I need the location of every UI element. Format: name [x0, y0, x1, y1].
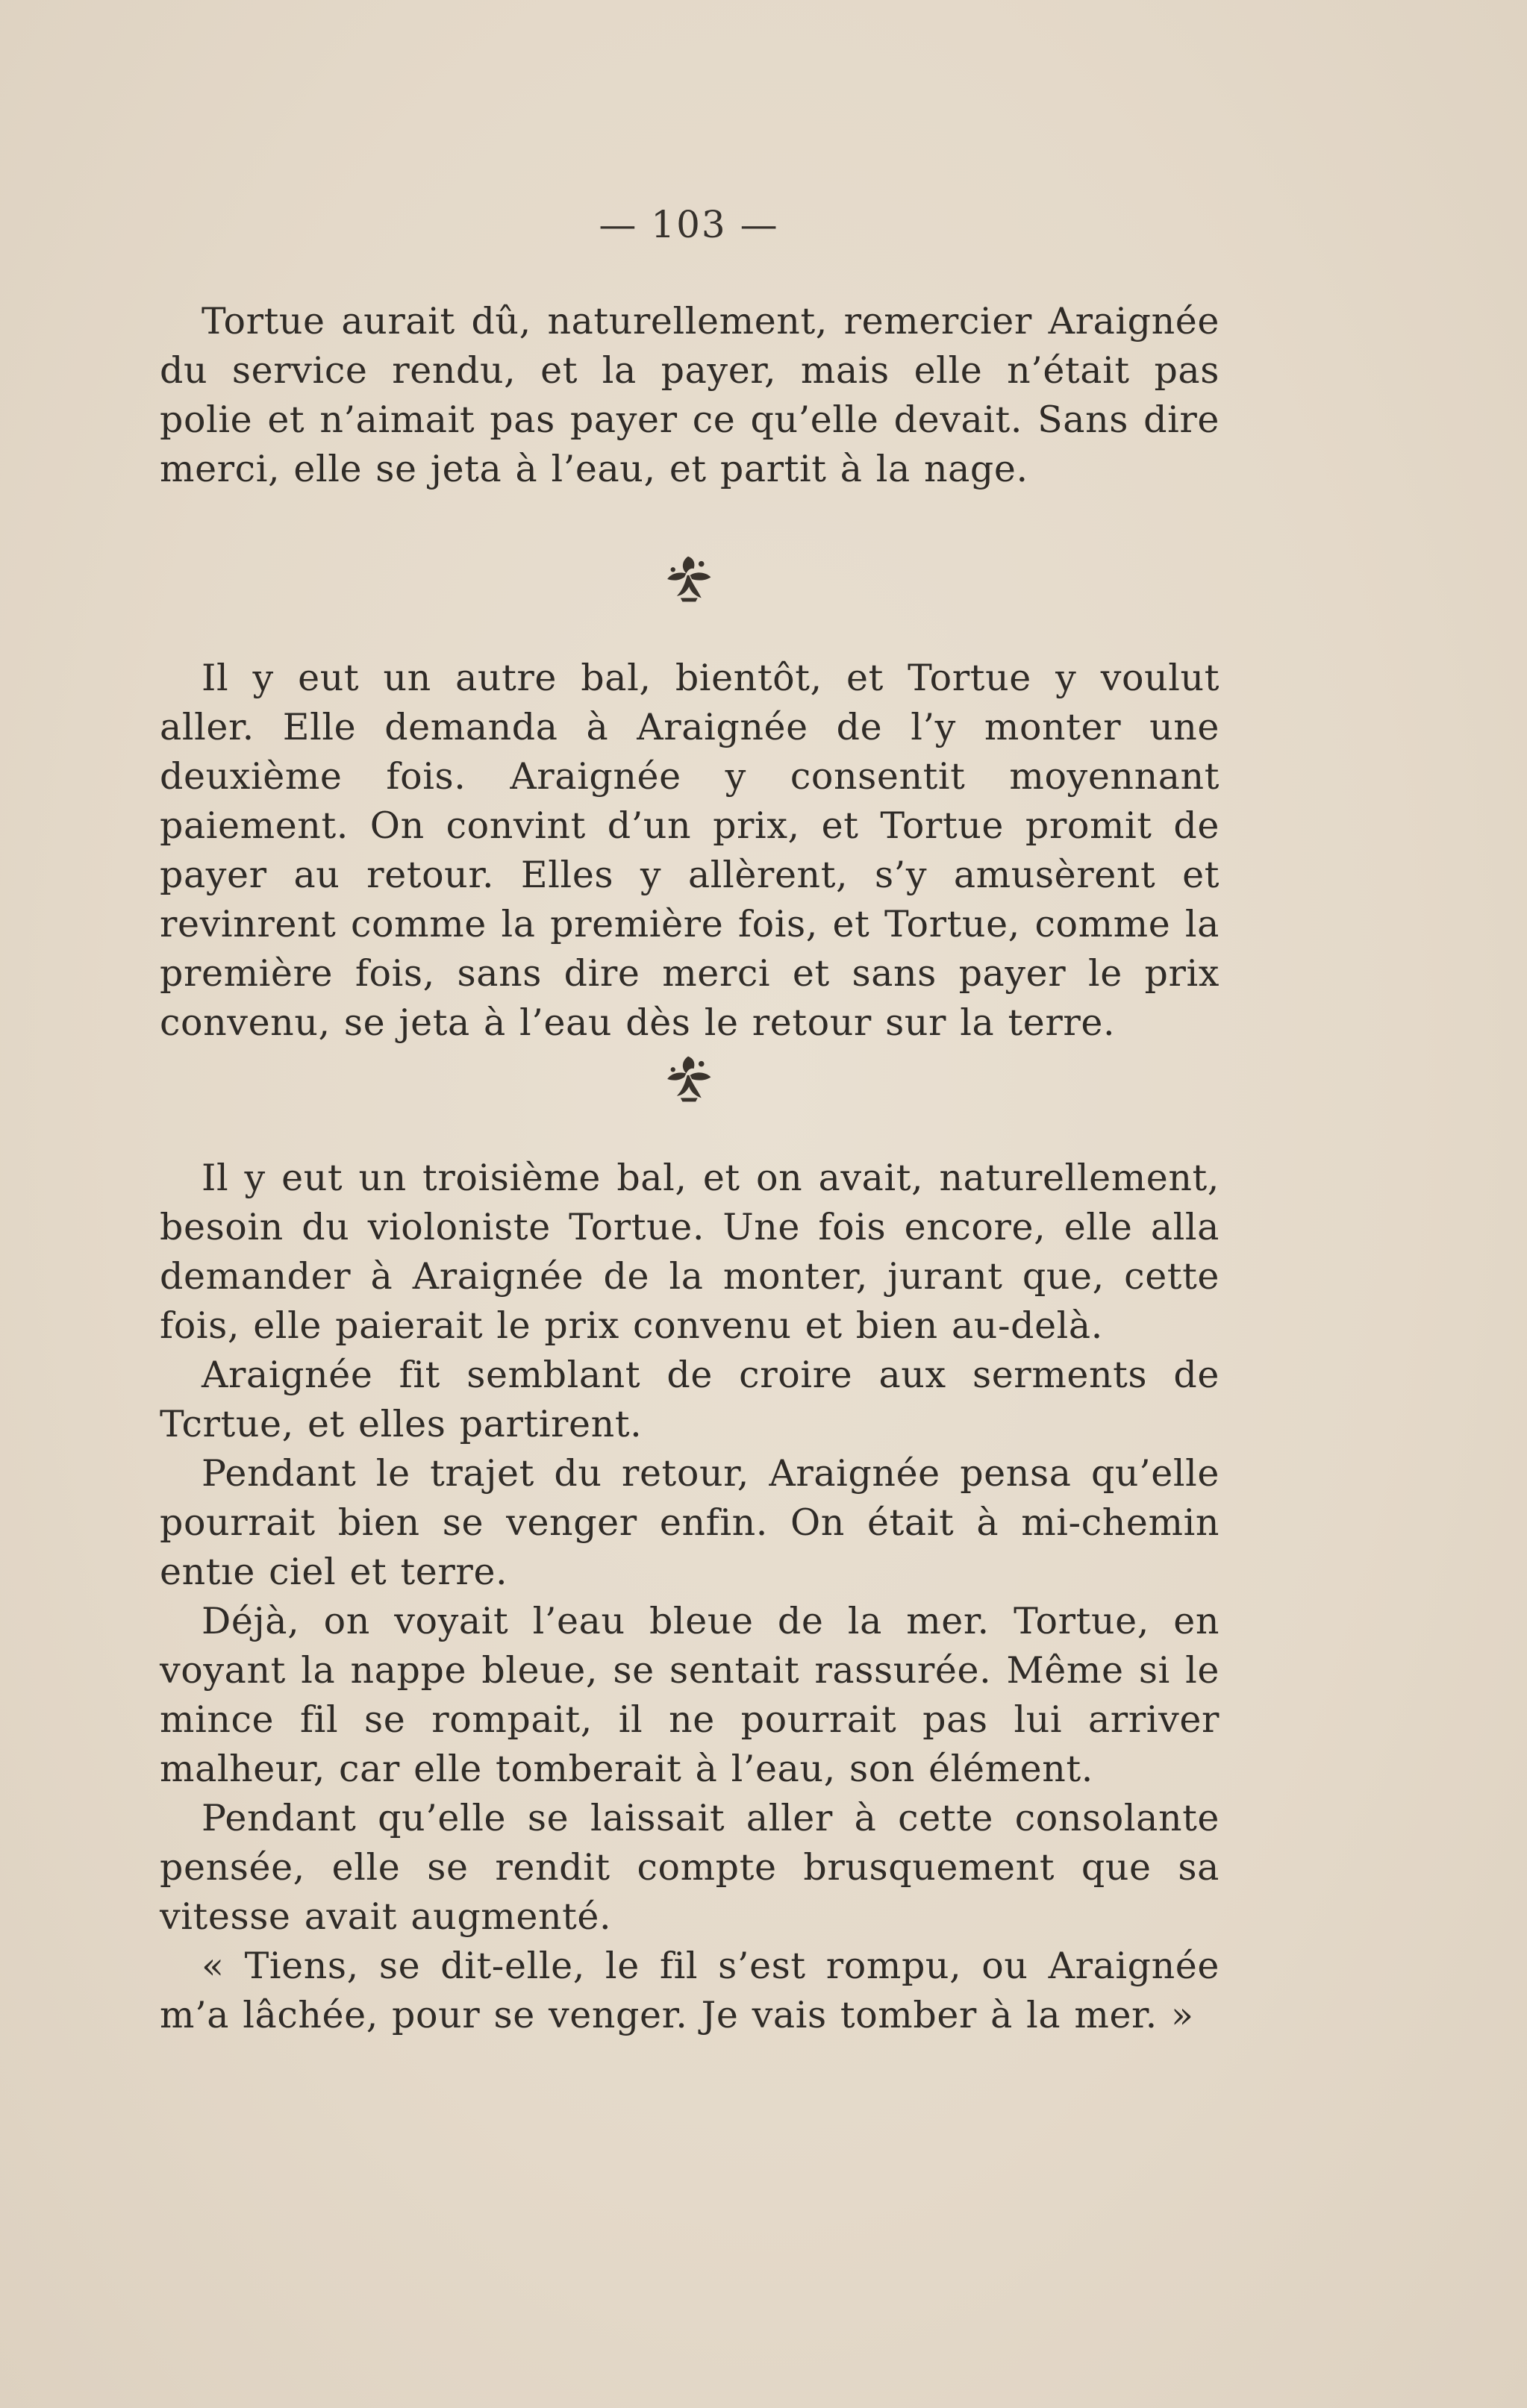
paragraph: Il y eut un autre bal, bientôt, et Tortue y voulut aller. Elle demanda à Araignée de l’y monter une deuxième fois. Araignée y consentit moyennant paiement. On convint d’un prix, et Tortue promit de payer au retour. Elles y allèrent, s’y amusèrent et revinrent comme la première fois, et Tortue, comme la première fois, sans dire merci et sans payer le prix convenu, se jeta à l’eau dès le retour sur la terre.	[160, 657, 1220, 1044]
paragraph: Il y eut un troisième bal, et on avait, naturellement, besoin du violoniste Tortue. Une fois encore, elle alla demander à Araignée de la monter, jurant que, cette fois, elle paierait le prix convenu et bien au-delà.	[160, 1157, 1220, 1347]
paragraph: Pendant qu’elle se laissait aller à cette consolante pensée, elle se rendit compte brusquement que sa vitesse avait augmenté.	[160, 1797, 1220, 1938]
text-section-3	[160, 1154, 1220, 2040]
paragraph: Tortue aurait dû, naturellement, remercier Araignée du service rendu, et la payer, mais elle n’était pas polie et n’aimait pas payer ce qu’elle devait. Sans dire merci, elle se jeta à l’eau, et partit à la nage.	[160, 300, 1220, 490]
text-section-2	[160, 654, 1220, 1048]
paragraph: Déjà, on voyait l’eau bleue de la mer. Tortue, en voyant la nappe bleue, se sentait rassurée. Même si le mince fil se rompait, il ne pourrait pas lui arriver malheur, car elle tomberait à l’eau, son élément.	[160, 1600, 1220, 1790]
text-section-1	[160, 297, 1220, 494]
paragraph: Pendant le trajet du retour, Araignée pensa qu’elle pourrait bien se venger enfin. On était à mi-chemin entıe ciel et terre.	[160, 1452, 1220, 1593]
paragraph: « Tiens, se dit-elle, le fil s’est rompu, ou Araignée m’a lâchée, pour se venger. Je vais tomber à la mer. »	[160, 1945, 1220, 2036]
fleuron-ornament	[660, 551, 716, 607]
paragraph: Araignée fit semblant de croire aux serments de Tcrtue, et elles partirent.	[160, 1354, 1220, 1445]
page-number: — 103 —	[599, 203, 779, 246]
fleuron-ornament	[660, 1051, 716, 1107]
